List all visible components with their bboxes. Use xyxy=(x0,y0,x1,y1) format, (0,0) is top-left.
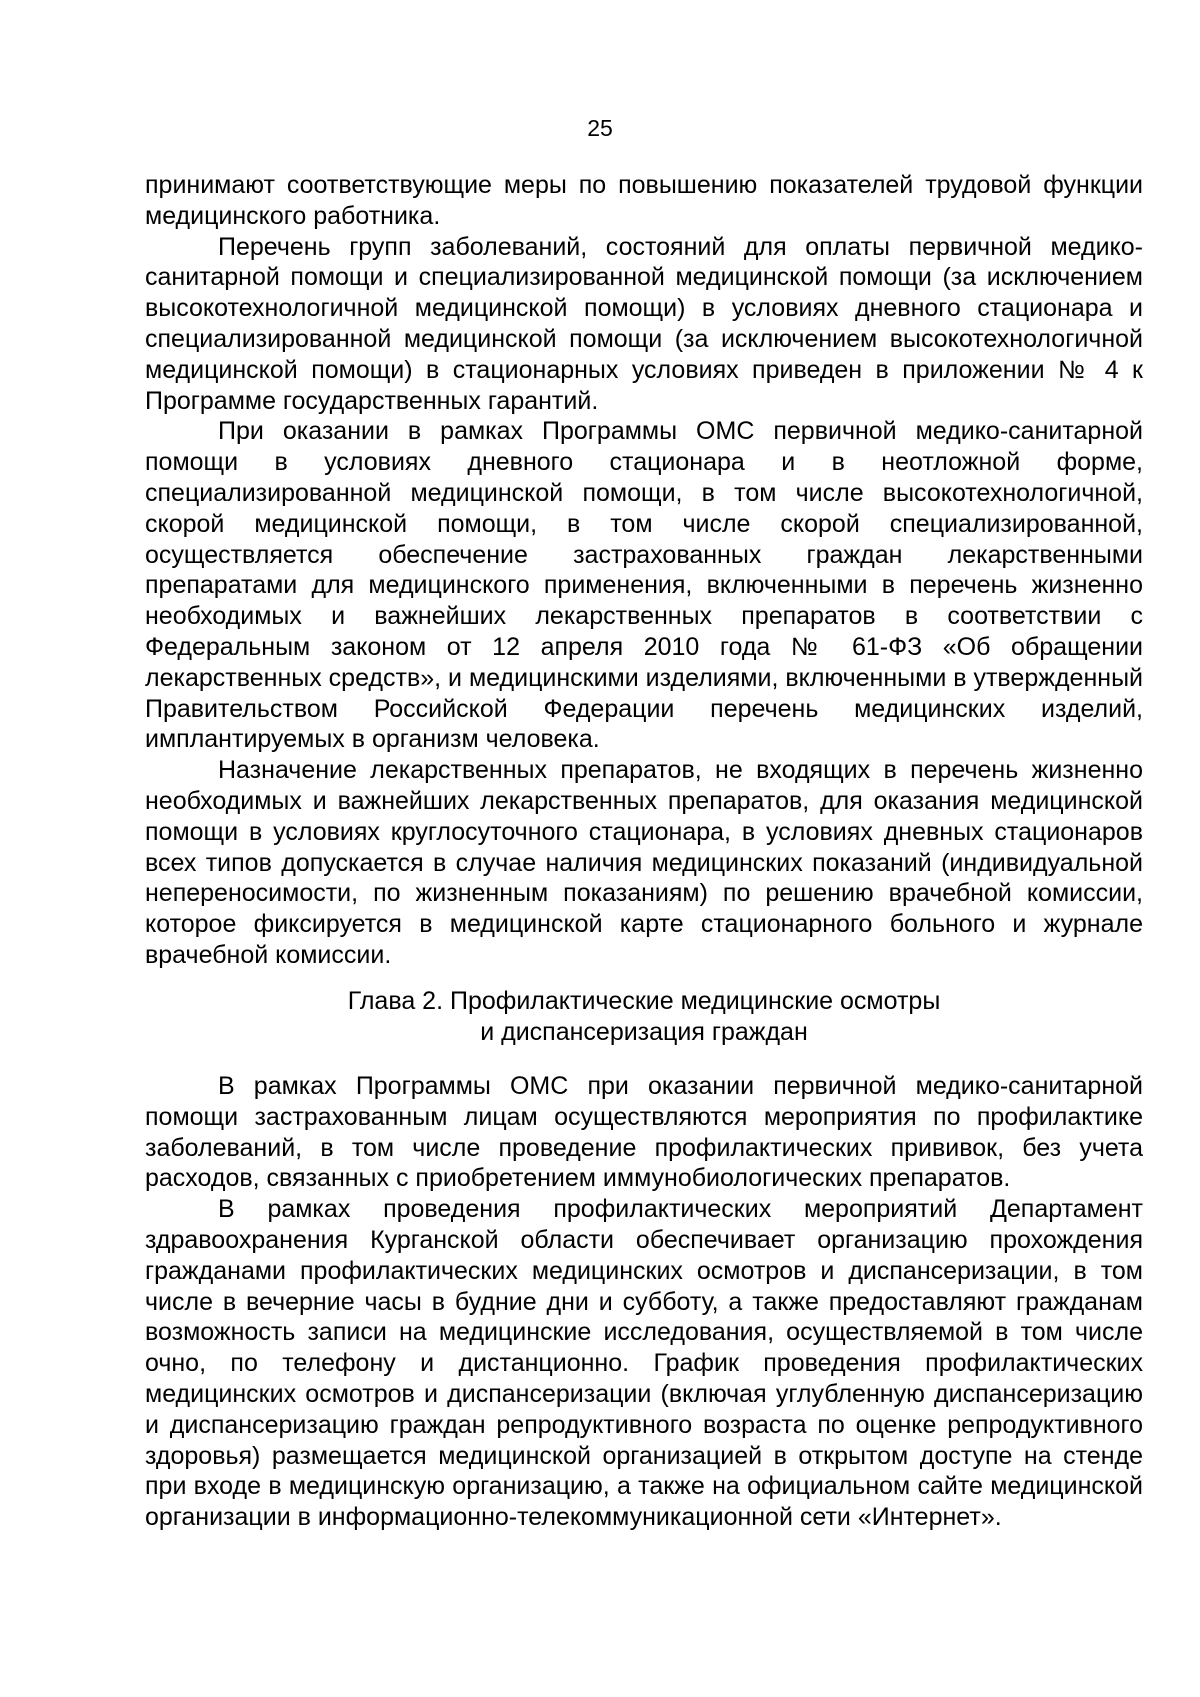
chapter-2-text xyxy=(145,1071,1143,1533)
page-number: 25 xyxy=(587,115,613,141)
paragraph-drug-provision: При оказании в рамках Программы ОМС первичной медико-санитарной помощи в условиях дневного стационара и в неотложной форме, специализированной медицинской помощи, в том числе высокотехнологичной, скорой медицинской помощи, в том числе скорой специализированной, осуществляется обеспечение застрахованных граждан лекарственными препаратами для медицинского применения, включенными в перечень жизненно необходимых и важнейших лекарственных препаратов в соответствии с Федеральным законом от 12 апреля 2010 года № 61-ФЗ «Об обращении лекарственных средств», и медицинскими изделиями, включенными в утвержденный Правительством Российской Федерации перечень медицинских изделий, имплантируемых в организм человека. xyxy=(145,417,1143,754)
paragraph-continuation: принимают соответствующие меры по повышению показателей трудовой функции медицинского работника. xyxy=(145,171,1143,230)
chapter-2-heading xyxy=(145,986,1143,1048)
paragraph-disease-groups-list: Перечень групп заболеваний, состояний для оплаты первичной медико-санитарной помощи и специализированной медицинской помощи (за исключением высокотехнологичной медицинской помощи) в условиях дневного стационара и специализированной медицинской помощи (за исключением высокотехнологичной медицинской помощи) в стационарных условиях приведен в приложении № 4 к Программе государственных гарантий. xyxy=(145,232,1143,415)
paragraph-prevention-measures: В рамках Программы ОМС при оказании первичной медико-санитарной помощи застрахованным лицам осуществляются мероприятия по профилактике заболеваний, в том числе проведение профилактических прививок, без учета расходов, связанных с приобретением иммунобиологических препаратов. xyxy=(145,1072,1143,1193)
paragraph-checkups-organization: В рамках проведения профилактических мероприятий Департамент здравоохранения Курганской области обеспечивает организацию прохождения гражданами профилактических медицинских осмотров и диспансеризации, в том числе в вечерние часы в будние дни и субботу, а также предоставляют гражданам возможность записи на медицинские исследования, осуществляемой в том числе очно, по телефону и дистанционно. График проведения профилактических медицинских осмотров и диспансеризации (включая углубленную диспансеризацию и диспансеризацию граждан репродуктивного возраста по оценке репродуктивного здоровья) размещается медицинской организацией в открытом доступе на стенде при входе в медицинскую организацию, а также на официальном сайте медицинской организации в информационно-телекоммуникационной сети «Интернет». xyxy=(145,1195,1143,1532)
paragraph-non-list-drugs: Назначение лекарственных препаратов, не входящих в перечень жизненно необходимых и важнейших лекарственных препаратов, для оказания медицинской помощи в условиях круглосуточного стационара, в условиях дневных стационаров всех типов допускается в случае наличия медицинских показаний (индивидуальной непереносимости, по жизненным показаниям) по решению врачебной комиссии, которое фиксируется в медицинской карте стационарного больного и журнале врачебной комиссии. xyxy=(145,756,1143,969)
chapter-2-heading-line-2: и диспансеризация граждан xyxy=(480,1018,808,1046)
chapter-2-heading-line-1: Глава 2. Профилактические медицинские осмотры xyxy=(347,987,941,1015)
section-1-text xyxy=(145,170,1143,971)
